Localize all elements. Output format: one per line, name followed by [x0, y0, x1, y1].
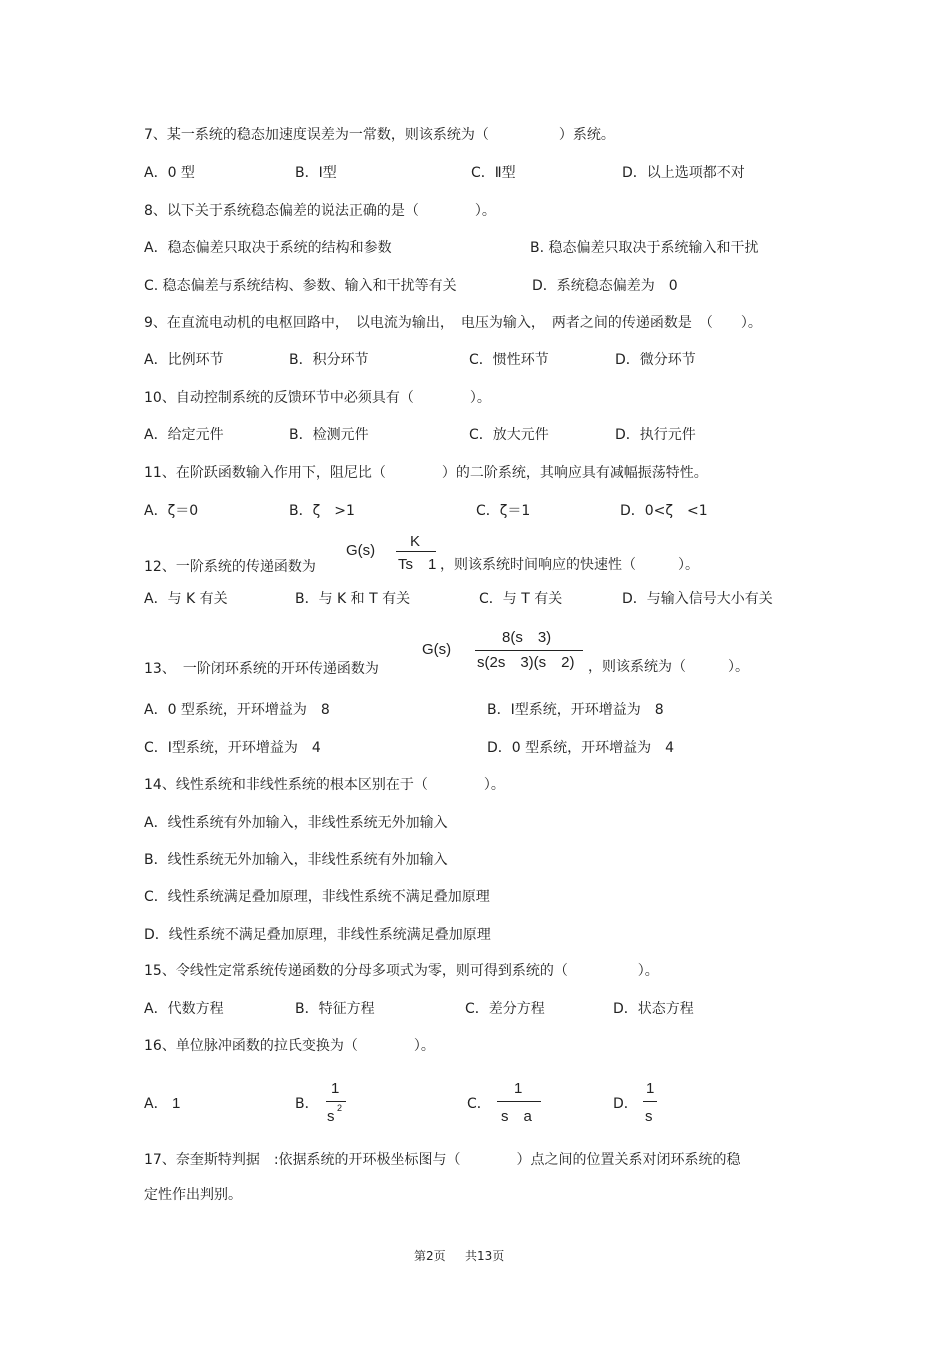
q14-option-b: B．线性系统无外加输入，非线性系统有外加输入 [144, 852, 448, 868]
q9-option-d: D．微分环节 [615, 352, 696, 368]
q12-stem-suffix: ，则该系统时间响应的快速性（ ）。 [440, 557, 699, 573]
q8-option-d: D．系统稳态偏差为 0 [532, 278, 678, 294]
q15-option-b: B．特征方程 [295, 1001, 375, 1017]
q14-option-c: C．线性系统满足叠加原理，非线性系统不满足叠加原理 [144, 889, 490, 905]
q16-b-fraction-bar [326, 1101, 346, 1102]
q14-option-d: D．线性系统不满足叠加原理，非线性系统满足叠加原理 [144, 927, 491, 943]
q7-option-d: D．以上选项都不对 [622, 165, 745, 181]
q16-c-fraction-bar [497, 1101, 541, 1102]
q14-stem: 14、线性系统和非线性系统的根本区别在于（ ）。 [144, 777, 505, 793]
q16-option-b-label: B． [295, 1096, 319, 1112]
q8-option-a: A．稳态偏差只取决于系统的结构和参数 [144, 240, 392, 256]
q9-option-a: A．比例环节 [144, 352, 224, 368]
q11-option-b: B．ζ >1 [289, 503, 355, 519]
footer-page-number: 第2页 [414, 1249, 446, 1263]
q15-option-a: A．代数方程 [144, 1001, 224, 1017]
q10-option-a: A．给定元件 [144, 427, 224, 443]
q13-option-c: C．Ⅰ型系统，开环增益为 4 [144, 740, 321, 756]
q12-option-b: B．与 K 和 T 有关 [295, 591, 411, 607]
q10-option-c: C．放大元件 [469, 427, 549, 443]
q16-option-a-value: 1 [172, 1095, 181, 1112]
q13-option-a: A．0 型系统，开环增益为 8 [144, 702, 330, 718]
q10-option-d: D．执行元件 [615, 427, 696, 443]
footer-total-pages: 共13页 [465, 1249, 505, 1263]
q13-formula-denominator: s(2s 3)(s 2) [477, 654, 575, 671]
q7-option-c: C．Ⅱ型 [471, 165, 516, 181]
q13-fraction-bar [475, 650, 583, 651]
q16-d-fraction-bar [643, 1101, 657, 1102]
q13-stem-prefix: 13、 一阶闭环系统的开环传递函数为 [144, 661, 379, 677]
q12-fraction-bar [396, 551, 436, 552]
q12-formula-denominator: Ts 1 [398, 556, 437, 573]
q9-stem: 9、在直流电动机的电枢回路中， 以电流为输出， 电压为输入， 两者之间的传递函数是 （ ）。 [144, 315, 762, 331]
q8-stem: 8、以下关于系统稳态偏差的说法正确的是（ ）。 [144, 203, 496, 219]
q9-option-c: C．惯性环节 [469, 352, 549, 368]
q17-stem-line1: 17、奈奎斯特判据 :依据系统的开环极坐标图与（ ）点之间的位置关系对闭环系统的稳 [144, 1152, 741, 1168]
q16-b-denominator: s [327, 1108, 335, 1125]
q11-option-a: A．ζ＝0 [144, 503, 199, 519]
q10-stem: 10、自动控制系统的反馈环节中必须具有（ ）。 [144, 390, 491, 406]
q15-option-d: D．状态方程 [613, 1001, 694, 1017]
q16-option-c-label: C． [467, 1096, 491, 1112]
q13-stem-suffix: ，则该系统为（ ）。 [588, 659, 749, 675]
q15-option-c: C．差分方程 [465, 1001, 545, 1017]
q16-option-d-label: D． [613, 1096, 638, 1112]
q7-option-b: B．Ⅰ型 [295, 165, 337, 181]
q16-b-numerator: 1 [331, 1080, 340, 1097]
q7-option-a: A．0 型 [144, 165, 195, 181]
q12-option-d: D．与输入信号大小有关 [622, 591, 773, 607]
q11-option-d: D．0<ζ <1 [620, 503, 708, 519]
q12-formula-lhs: G(s) [346, 542, 376, 559]
q17-stem-line2: 定性作出判别。 [144, 1187, 242, 1203]
q11-option-c: C．ζ＝1 [476, 503, 531, 519]
q13-formula-numerator: 8(s 3) [502, 629, 552, 646]
q16-c-denominator: s a [501, 1108, 532, 1125]
q16-option-a-label: A． [144, 1096, 168, 1112]
q7-stem: 7、某一系统的稳态加速度误差为一常数，则该系统为（ ）系统。 [144, 127, 615, 143]
q12-option-a: A．与 K 有关 [144, 591, 228, 607]
q12-option-c: C．与 T 有关 [479, 591, 563, 607]
q13-formula-lhs: G(s) [422, 641, 452, 658]
q16-c-numerator: 1 [514, 1080, 523, 1097]
q10-option-b: B．检测元件 [289, 427, 369, 443]
q16-d-numerator: 1 [646, 1080, 655, 1097]
q11-stem: 11、在阶跃函数输入作用下，阻尼比（ ）的二阶系统，其响应具有减幅振荡特性。 [144, 465, 708, 481]
q12-stem-prefix: 12、一阶系统的传递函数为 [144, 559, 316, 575]
q12-formula-numerator: K [410, 533, 421, 550]
q8-option-b: B. 稳态偏差只取决于系统输入和干扰 [530, 240, 759, 256]
q14-option-a: A．线性系统有外加输入，非线性系统无外加输入 [144, 815, 448, 831]
q13-option-d: D．0 型系统，开环增益为 4 [487, 740, 675, 756]
q15-stem: 15、令线性定常系统传递函数的分母多项式为零，则可得到系统的（ ）。 [144, 963, 659, 979]
q16-stem: 16、单位脉冲函数的拉氏变换为（ ）。 [144, 1038, 435, 1054]
q16-d-denominator: s [645, 1108, 653, 1125]
q9-option-b: B．积分环节 [289, 352, 369, 368]
q8-option-c: C. 稳态偏差与系统结构、参数、输入和干扰等有关 [144, 278, 457, 294]
q16-b-exponent: 2 [337, 1103, 343, 1113]
q13-option-b: B．Ⅰ型系统，开环增益为 8 [487, 702, 664, 718]
